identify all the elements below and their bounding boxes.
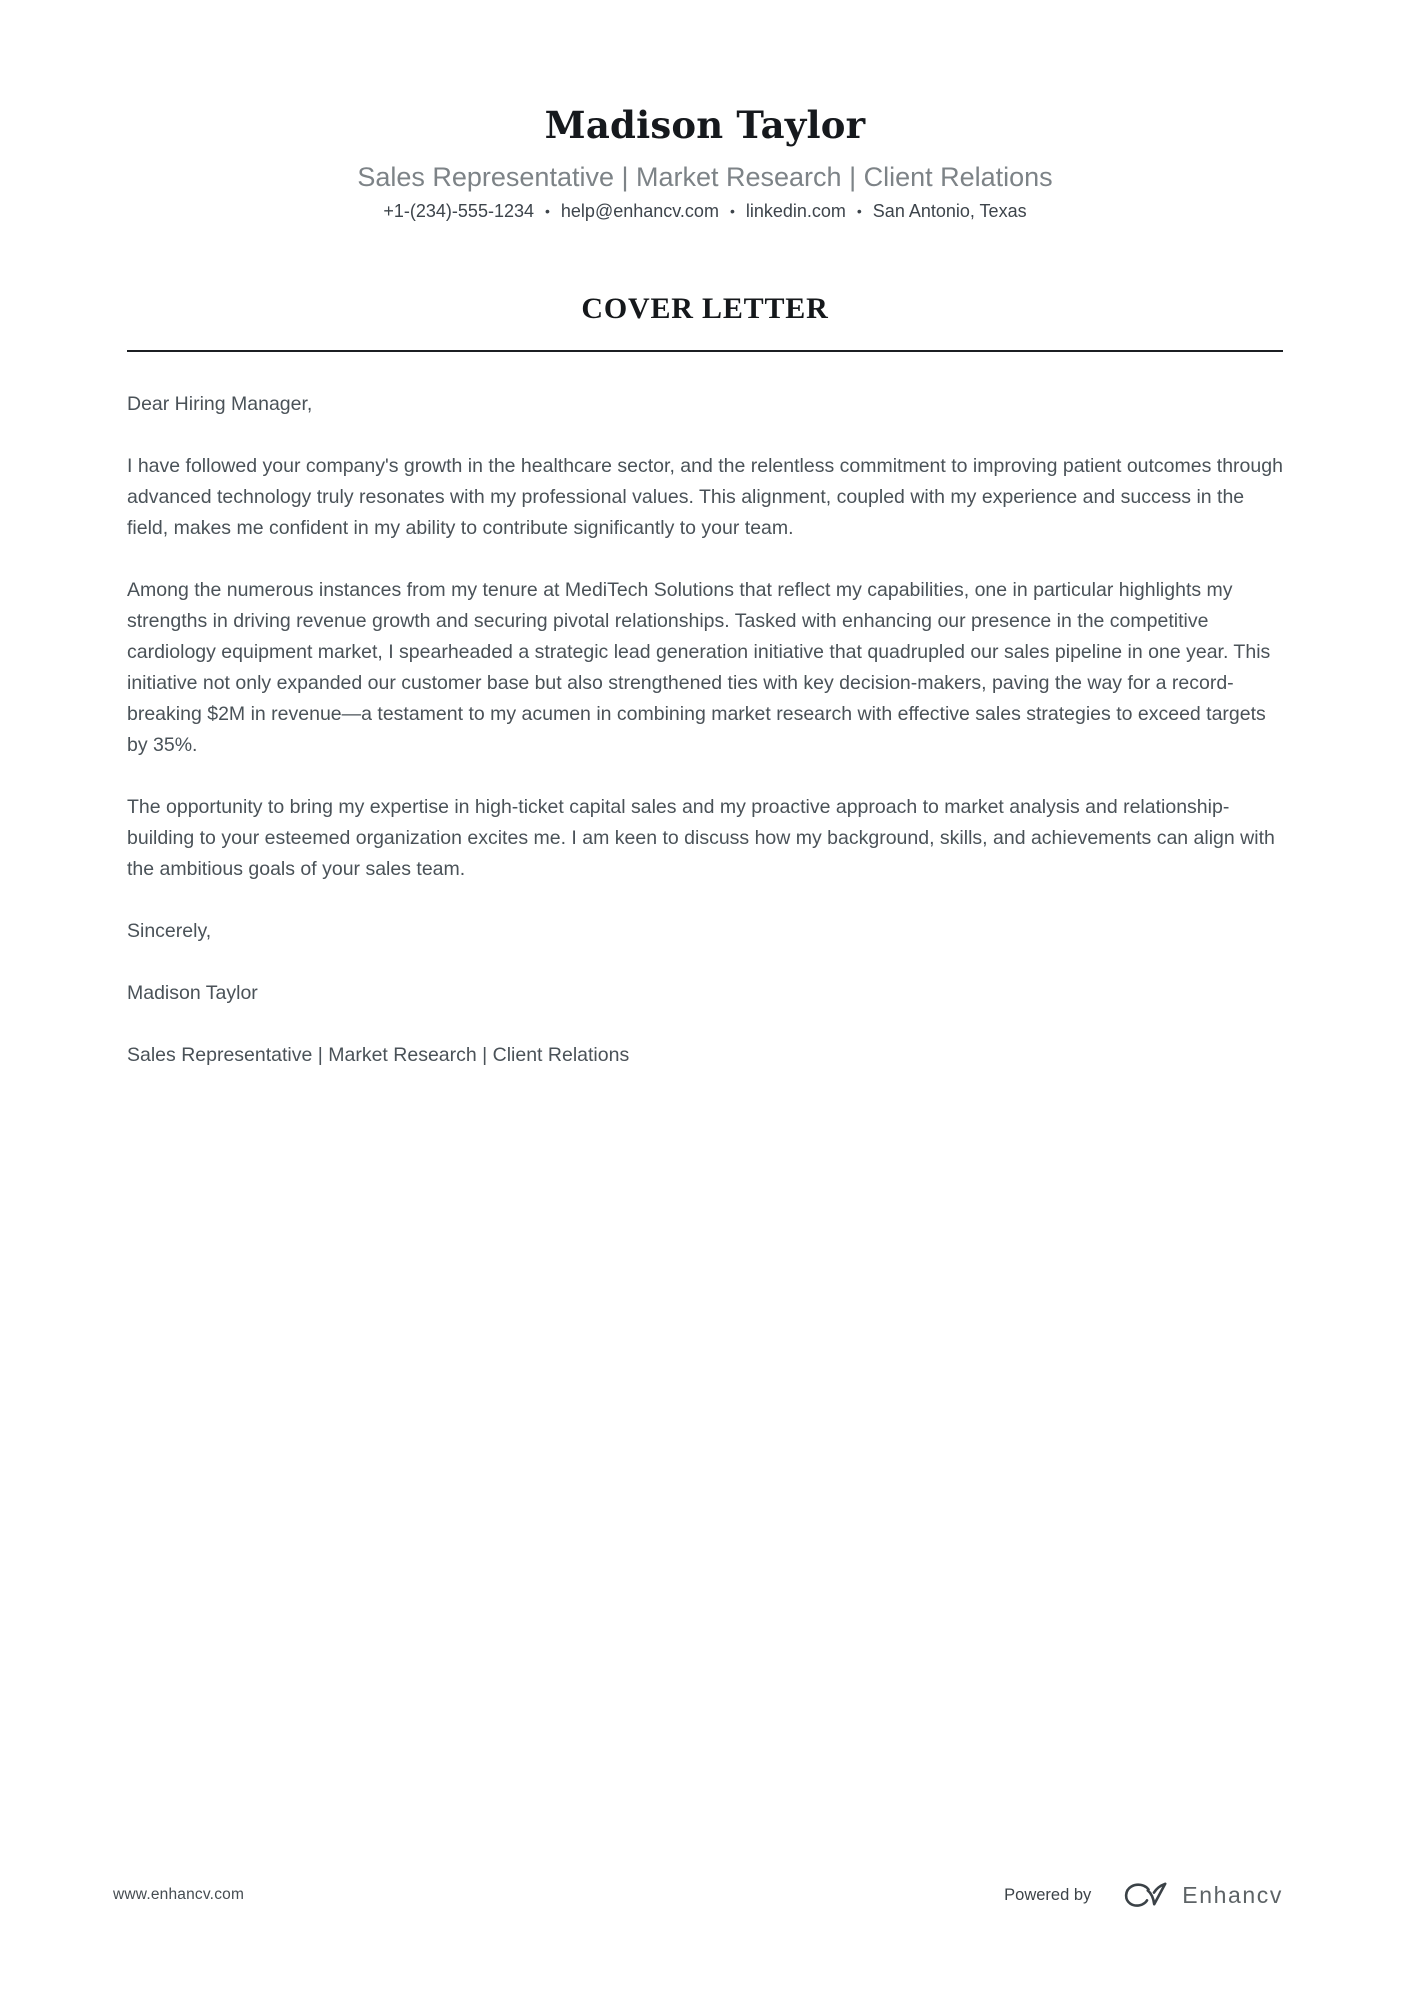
greeting-line: Dear Hiring Manager, (127, 393, 313, 415)
contact-linkedin: linkedin.com (745, 201, 846, 221)
bullet-separator-icon: • (729, 203, 735, 219)
contact-line (127, 198, 1283, 224)
section-header (127, 290, 1283, 328)
document-header (127, 0, 1283, 224)
page-footer (113, 1874, 1283, 1916)
contact-email: help@enhancv.com (560, 201, 719, 221)
enhancv-logo-icon (1121, 1880, 1169, 1910)
signature-title: Sales Representative | Market Research | Client Relations (127, 1044, 630, 1066)
footer-branding (1004, 1880, 1283, 1910)
letter-body (127, 389, 1283, 1071)
section-title: COVER LETTER (581, 292, 829, 325)
bullet-separator-icon: • (856, 203, 862, 219)
letter-paragraph: The opportunity to bring my expertise in high-ticket capital sales and my proactive approach to market analysis and relationship-building to your esteemed organization excites me. I am keen to discuss how my background, skills, and achievements can align with the ambitious goals of your sales team. (127, 796, 1275, 880)
powered-by-label: Powered by (1004, 1885, 1092, 1904)
closing-line: Sincerely, (127, 920, 212, 942)
footer-website: www.enhancv.com (113, 1886, 245, 1903)
candidate-name: Madison Taylor (544, 103, 866, 147)
contact-phone: +1-(234)-555-1234 (383, 201, 534, 221)
brand-wordmark: Enhancv (1182, 1881, 1283, 1908)
bullet-separator-icon: • (545, 203, 550, 219)
letter-paragraph: I have followed your company's growth in the healthcare sector, and the relentless commitment to improving patient outcomes through advanced technology truly resonates with my professional values. This alignment, coupled with my experience and success in the field, makes me confident in my ability to contribute significantly to your team. (127, 455, 1283, 539)
signature-name: Madison Taylor (127, 982, 258, 1004)
letter-paragraph: Among the numerous instances from my tenure at MediTech Solutions that reflect my capabilities, one in particular highlights my strengths in driving revenue growth and securing pivotal relationships. Tasked with enhancing our presence in the competitive cardiology equipment market, I spearheaded a strategic lead generation initiative that quadrupled our sales pipeline in one year. This initiative not only expanded our customer base but also strengthened ties with key decision-makers, paving the way for a record-breaking $2M in revenue—a testament to my acumen in combining market research with effective sales strategies to exceed targets by 35%. (127, 579, 1271, 756)
contact-location: San Antonio, Texas (872, 201, 1027, 221)
section-divider (127, 350, 1283, 352)
candidate-headline: Sales Representative | Market Research | Client Relations (357, 162, 1053, 192)
